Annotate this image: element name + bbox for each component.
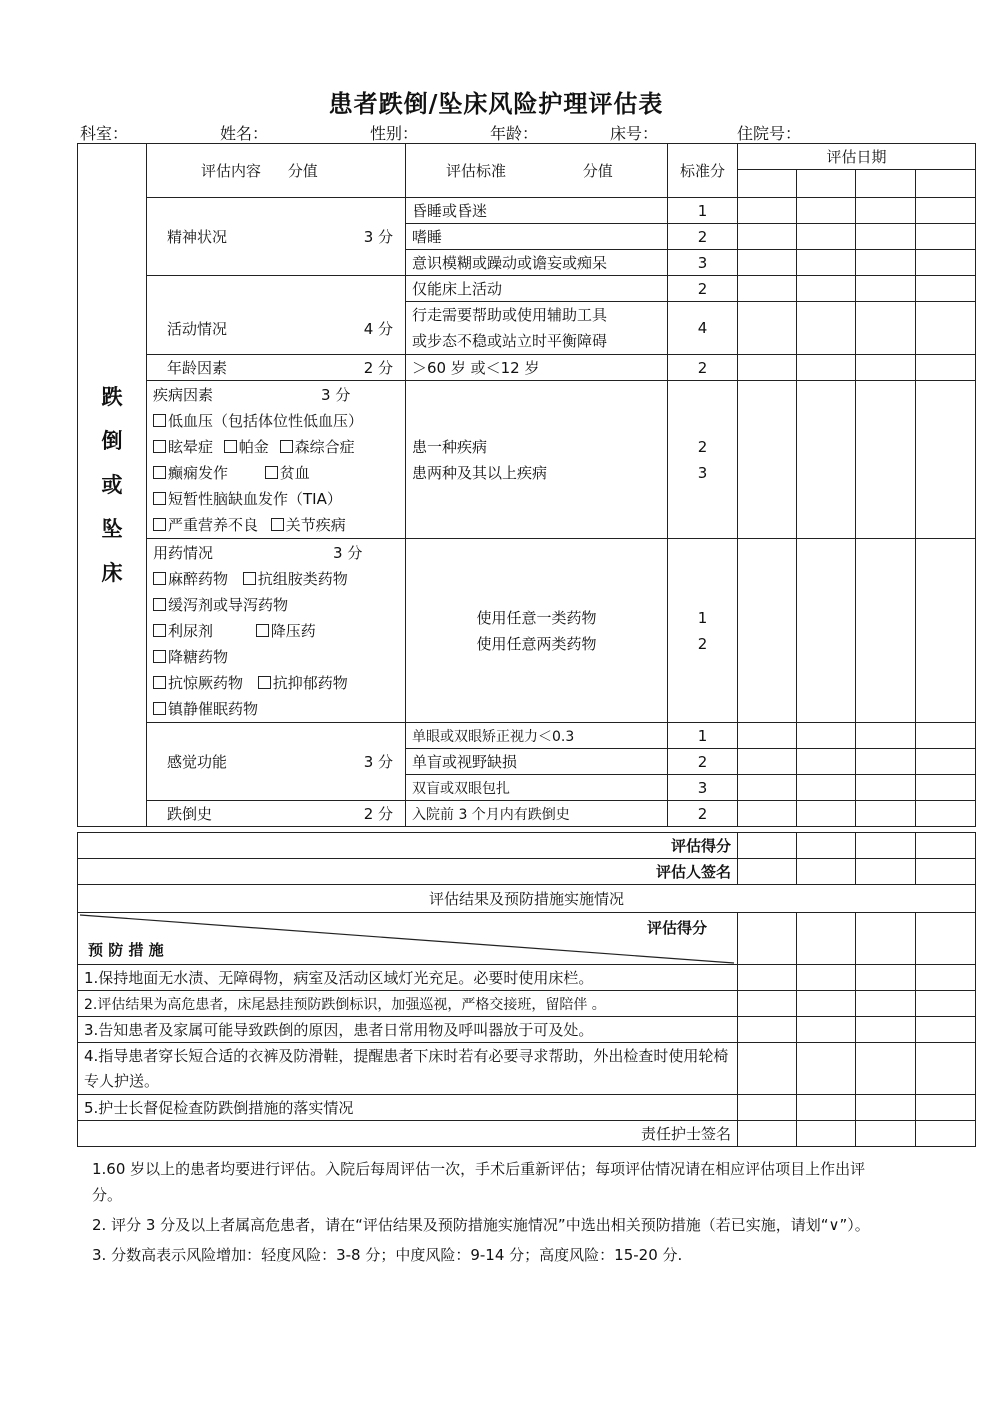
criteria-value: 1 xyxy=(668,198,738,224)
score-cell[interactable] xyxy=(797,723,856,749)
prevention-score-cell[interactable] xyxy=(916,913,976,965)
score-cell[interactable] xyxy=(797,250,856,276)
score-cell[interactable] xyxy=(797,224,856,250)
score-cell[interactable] xyxy=(856,749,916,775)
checkbox[interactable] xyxy=(243,572,256,585)
check-cell[interactable] xyxy=(797,1095,856,1121)
score-cell[interactable] xyxy=(916,198,976,224)
check-cell[interactable] xyxy=(738,1017,797,1043)
checkbox[interactable] xyxy=(153,702,166,715)
prevention-header: 评估得分 预 防 措 施 xyxy=(78,913,738,965)
score-cell[interactable] xyxy=(916,355,976,381)
criteria-value: 4 xyxy=(668,302,738,355)
checkbox[interactable] xyxy=(224,440,237,453)
score-cell[interactable] xyxy=(856,198,916,224)
criteria-value: 2 xyxy=(668,224,738,250)
result-title: 评估结果及预防措施实施情况 xyxy=(78,885,976,913)
score-cell[interactable] xyxy=(856,381,916,539)
age-label: 年龄： xyxy=(490,124,539,143)
history-item: 跌倒史 2 分 xyxy=(147,801,406,827)
checkbox[interactable] xyxy=(153,414,166,427)
score-cell[interactable] xyxy=(738,276,797,302)
score-cell[interactable] xyxy=(738,381,797,539)
header-criteria: 评估标准 分值 xyxy=(406,144,668,198)
score-cell[interactable] xyxy=(738,224,797,250)
measure-5: 5.护士长督促检查防跌倒措施的落实情况 xyxy=(78,1095,738,1121)
score-cell[interactable] xyxy=(738,539,797,723)
summary-table xyxy=(77,832,976,1147)
criteria-value: 2 xyxy=(668,801,738,827)
page-title: 患者跌倒/坠床风险护理评估表 xyxy=(328,89,664,118)
criteria-value: 2 xyxy=(668,276,738,302)
total-score-cell[interactable] xyxy=(738,833,797,859)
score-cell[interactable] xyxy=(797,381,856,539)
criteria-value: 2 3 xyxy=(668,381,738,539)
check-cell[interactable] xyxy=(856,1017,916,1043)
age-item: 年龄因素 2 分 xyxy=(147,355,406,381)
criteria-text: ＞60 岁 或＜12 岁 xyxy=(406,355,668,381)
score-cell[interactable] xyxy=(916,302,976,355)
criteria-text: 意识模糊或躁动或谵妄或痴呆 xyxy=(406,250,668,276)
disease-item: 疾病因素 3 分 低血压（包括体位性低血压） 眩晕症 帕金 森综合症 癫痫发作 贫血 短暂性脑缺血发作（TIA） 严重营养不良 关节疾病 xyxy=(147,381,406,539)
score-cell[interactable] xyxy=(856,355,916,381)
check-cell[interactable] xyxy=(856,1043,916,1095)
criteria-value: 2 xyxy=(668,749,738,775)
score-cell[interactable] xyxy=(738,775,797,801)
score-cell[interactable] xyxy=(856,224,916,250)
prevention-score-cell[interactable] xyxy=(797,913,856,965)
note-3: 3. 分数高表示风险增加：轻度风险：3-8 分；中度风险：9-14 分；高度风险：15-20 分. xyxy=(92,1246,683,1264)
activity-item: 活动情况 4 分 xyxy=(147,276,406,355)
assessor-cell[interactable] xyxy=(856,859,916,885)
check-cell[interactable] xyxy=(738,1095,797,1121)
score-cell[interactable] xyxy=(797,276,856,302)
date-cell[interactable] xyxy=(916,170,976,198)
checkbox[interactable] xyxy=(153,466,166,479)
date-cell[interactable] xyxy=(738,170,797,198)
assessor-cell[interactable] xyxy=(916,859,976,885)
measure-1: 1.保持地面无水渍、无障碍物，病室及活动区域灯光充足。必要时使用床栏。 xyxy=(78,965,738,991)
score-cell[interactable] xyxy=(797,801,856,827)
score-cell[interactable] xyxy=(738,250,797,276)
check-cell[interactable] xyxy=(916,1095,976,1121)
criteria-value: 3 xyxy=(668,775,738,801)
prevention-score-cell[interactable] xyxy=(856,913,916,965)
check-cell[interactable] xyxy=(916,991,976,1017)
check-cell[interactable] xyxy=(856,991,916,1017)
note-1: 1.60 岁以上的患者均要进行评估。入院后每周评估一次，手术后重新评估；每项评估情况请在相应评估项目上作出评分。 xyxy=(92,1160,866,1204)
checkbox[interactable] xyxy=(153,676,166,689)
header-row xyxy=(78,144,976,170)
measure-3: 3.告知患者及家属可能导致跌倒的原因，患者日常用物及呼叫器放于可及处。 xyxy=(78,1017,738,1043)
score-cell[interactable] xyxy=(738,302,797,355)
total-score-cell[interactable] xyxy=(856,833,916,859)
criteria-text: 使用任意一类药物 使用任意两类药物 xyxy=(406,539,668,723)
check-cell[interactable] xyxy=(856,1095,916,1121)
score-cell[interactable] xyxy=(797,198,856,224)
category-label: 跌 倒 或 坠 床 xyxy=(78,144,147,827)
criteria-text: 双盲或双眼包扎 xyxy=(406,775,668,801)
check-cell[interactable] xyxy=(797,1043,856,1095)
criteria-value: 1 xyxy=(668,723,738,749)
assessor-cell[interactable] xyxy=(797,859,856,885)
dept-label: 科室： xyxy=(80,124,129,143)
score-cell[interactable] xyxy=(916,539,976,723)
drug-item: 用药情况 3 分 麻醉药物 抗组胺类药物 缓泻剂或导泻药物 利尿剂 降压药 降糖药物 抗惊厥药物 抗抑郁药物 镇静催眠药物 xyxy=(147,539,406,723)
notes xyxy=(92,1156,892,1272)
gender-label: 性别： xyxy=(370,124,419,143)
criteria-text: 单盲或视野缺损 xyxy=(406,749,668,775)
score-cell[interactable] xyxy=(856,250,916,276)
prevention-score-cell[interactable] xyxy=(738,913,797,965)
criteria-text: 单眼或双眼矫正视力＜0.3 xyxy=(406,723,668,749)
score-cell[interactable] xyxy=(856,276,916,302)
name-label: 姓名： xyxy=(220,124,269,143)
criteria-text: 仅能床上活动 xyxy=(406,276,668,302)
score-cell[interactable] xyxy=(916,276,976,302)
note-2: 2. 评分 3 分及以上者属高危患者，请在“评估结果及预防措施实施情况”中选出相关预防措施（若已实施，请划“∨”）。 xyxy=(92,1216,870,1234)
checkbox[interactable] xyxy=(258,676,271,689)
admission-no-label: 住院号： xyxy=(737,124,802,143)
score-cell[interactable] xyxy=(856,801,916,827)
score-cell[interactable] xyxy=(797,302,856,355)
total-score-cell[interactable] xyxy=(797,833,856,859)
score-cell[interactable] xyxy=(797,775,856,801)
assessment-table xyxy=(77,143,976,827)
diagonal-line xyxy=(78,913,738,965)
nurse-sign-label: 责任护士签名 xyxy=(78,1121,738,1147)
score-cell[interactable] xyxy=(916,224,976,250)
criteria-text: 行走需要帮助或使用辅助工具 或步态不稳或站立时平衡障碍 xyxy=(406,302,668,355)
measure-4: 4.指导患者穿长短合适的衣裤及防滑鞋，提醒患者下床时若有必要寻求帮助，外出检查时使用轮椅专人护送。 xyxy=(78,1043,738,1095)
score-cell[interactable] xyxy=(738,723,797,749)
score-cell[interactable] xyxy=(856,723,916,749)
score-cell[interactable] xyxy=(856,302,916,355)
criteria-value: 1 2 xyxy=(668,539,738,723)
assessor-label: 评估人签名 xyxy=(78,859,738,885)
criteria-text: 嗜睡 xyxy=(406,224,668,250)
checkbox[interactable] xyxy=(153,440,166,453)
check-cell[interactable] xyxy=(916,1017,976,1043)
mental-item: 精神状况 3 分 xyxy=(147,198,406,276)
checkbox[interactable] xyxy=(153,492,166,505)
criteria-value: 3 xyxy=(668,250,738,276)
score-cell[interactable] xyxy=(738,355,797,381)
check-cell[interactable] xyxy=(916,965,976,991)
checkbox[interactable] xyxy=(280,440,293,453)
score-cell[interactable] xyxy=(797,539,856,723)
score-cell[interactable] xyxy=(738,749,797,775)
sign-cell[interactable] xyxy=(856,1121,916,1147)
criteria-value: 2 xyxy=(668,355,738,381)
checkbox[interactable] xyxy=(153,572,166,585)
header-content: 评估内容 分值 xyxy=(147,144,406,198)
score-cell[interactable] xyxy=(916,381,976,539)
check-cell[interactable] xyxy=(916,1043,976,1095)
checkbox[interactable] xyxy=(153,624,166,637)
criteria-text: 入院前 3 个月内有跌倒史 xyxy=(406,801,668,827)
check-cell[interactable] xyxy=(797,965,856,991)
checkbox[interactable] xyxy=(153,598,166,611)
check-cell[interactable] xyxy=(738,1043,797,1095)
check-cell[interactable] xyxy=(738,991,797,1017)
score-cell[interactable] xyxy=(916,723,976,749)
check-cell[interactable] xyxy=(856,965,916,991)
criteria-text: 昏睡或昏迷 xyxy=(406,198,668,224)
assessor-cell[interactable] xyxy=(738,859,797,885)
criteria-text: 患一种疾病 患两种及其以上疾病 xyxy=(406,381,668,539)
score-cell[interactable] xyxy=(856,775,916,801)
score-cell[interactable] xyxy=(856,539,916,723)
header-std-score: 标准分 xyxy=(668,144,738,198)
sign-cell[interactable] xyxy=(916,1121,976,1147)
check-cell[interactable] xyxy=(797,991,856,1017)
date-cell[interactable] xyxy=(856,170,916,198)
sign-cell[interactable] xyxy=(738,1121,797,1147)
checkbox[interactable] xyxy=(153,518,166,531)
checkbox[interactable] xyxy=(153,650,166,663)
bed-label: 床号： xyxy=(610,124,659,143)
checkbox[interactable] xyxy=(271,518,284,531)
score-cell[interactable] xyxy=(797,355,856,381)
score-cell[interactable] xyxy=(916,801,976,827)
total-score-cell[interactable] xyxy=(916,833,976,859)
check-cell[interactable] xyxy=(797,1017,856,1043)
score-cell[interactable] xyxy=(797,749,856,775)
sign-cell[interactable] xyxy=(797,1121,856,1147)
score-cell[interactable] xyxy=(916,775,976,801)
check-cell[interactable] xyxy=(738,965,797,991)
date-cell[interactable] xyxy=(797,170,856,198)
score-cell[interactable] xyxy=(916,250,976,276)
score-cell[interactable] xyxy=(738,801,797,827)
score-cell[interactable] xyxy=(916,749,976,775)
measure-2: 2.评估结果为高危患者，床尾悬挂预防跌倒标识，加强巡视，严格交接班，留陪伴 。 xyxy=(78,991,738,1017)
header-date: 评估日期 xyxy=(738,144,976,170)
checkbox[interactable] xyxy=(256,624,269,637)
score-cell[interactable] xyxy=(738,198,797,224)
sense-item: 感觉功能 3 分 xyxy=(147,723,406,801)
total-score-label: 评估得分 xyxy=(78,833,738,859)
checkbox[interactable] xyxy=(265,466,278,479)
